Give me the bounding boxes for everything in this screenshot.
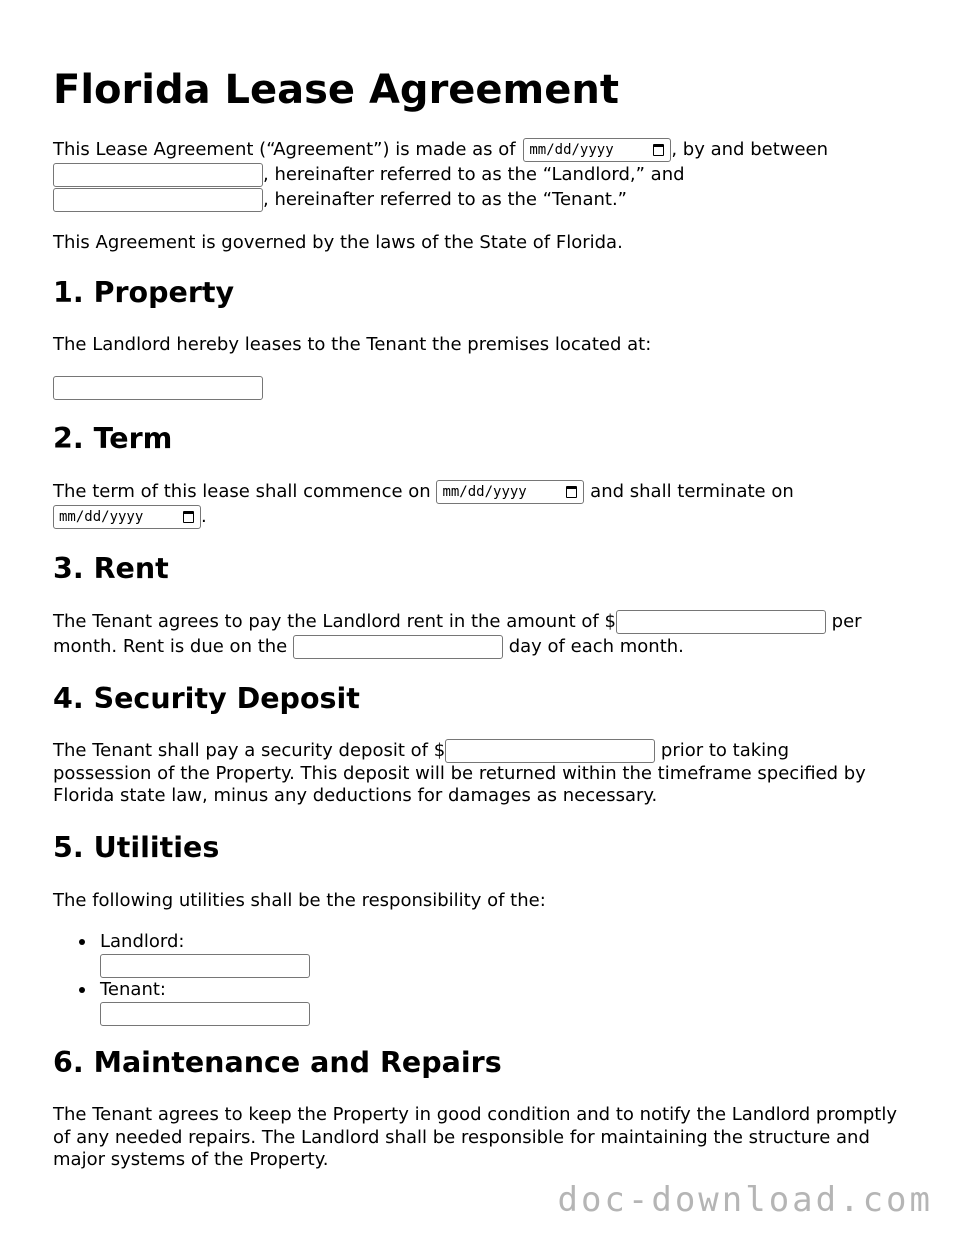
utilities-tenant-input[interactable] [100, 1002, 310, 1026]
intro-text-1: This Lease Agreement (“Agreement”) is made as of [53, 139, 516, 160]
term-text-1: The term of this lease shall commence on [53, 481, 431, 502]
calendar-icon [183, 511, 194, 523]
date-placeholder: mm/dd/yyyy [442, 484, 527, 500]
governing-law-text: This Agreement is governed by the laws of the State of Florida. [53, 232, 623, 253]
utilities-tenant-label: Tenant: [100, 979, 166, 1000]
section-deposit-heading: 4. Security Deposit [53, 682, 360, 715]
date-placeholder: mm/dd/yyyy [529, 142, 614, 158]
term-text-3: . [201, 506, 207, 527]
calendar-icon [566, 486, 577, 498]
deposit-text-2: prior to taking [660, 740, 790, 761]
section-utilities-heading: 5. Utilities [53, 831, 220, 864]
intro-paragraph [53, 138, 913, 212]
agreement-date-input[interactable] [523, 138, 671, 162]
rent-due-day-input[interactable] [293, 635, 503, 659]
tenant-name-input[interactable] [53, 188, 263, 212]
property-text: The Landlord hereby leases to the Tenant the premises located at: [53, 334, 652, 355]
rent-text-3: month. Rent is due on the [53, 636, 288, 657]
intro-text-2: , by and between [671, 139, 829, 160]
deposit-paragraph [53, 739, 913, 807]
rent-paragraph [53, 610, 913, 659]
deposit-text-3: possession of the Property. This deposit will be returned within the timeframe specified by Florida state law, minus any deductions for damages as necessary. [53, 763, 866, 806]
rent-text-1: The Tenant agrees to pay the Landlord rent in the amount of $ [53, 611, 616, 632]
utilities-list [53, 930, 310, 1026]
landlord-name-input[interactable] [53, 163, 263, 187]
section-term-heading: 2. Term [53, 422, 173, 455]
utilities-landlord-label: Landlord: [100, 931, 185, 952]
section-property-heading: 1. Property [53, 276, 235, 309]
utilities-landlord-input[interactable] [100, 954, 310, 978]
rent-text-2: per [831, 611, 862, 632]
intro-text-3: , hereinafter referred to as the “Landlord,” and [263, 164, 685, 185]
lease-start-date-input[interactable] [436, 480, 584, 504]
deposit-amount-input[interactable] [445, 739, 655, 763]
term-text-2: and shall terminate on [590, 481, 794, 502]
maintenance-text: The Tenant agrees to keep the Property in good condition and to notify the Landlord promptly of any needed repairs. The Landlord shall be responsible for maintaining the structure and major systems of the Property. [53, 1104, 898, 1170]
date-placeholder: mm/dd/yyyy [59, 509, 144, 525]
term-paragraph [53, 480, 913, 529]
property-address-input[interactable] [53, 376, 263, 400]
bullet-icon [79, 939, 85, 945]
section-rent-heading: 3. Rent [53, 552, 169, 585]
page-title: Florida Lease Agreement [53, 67, 619, 113]
section-maintenance-heading: 6. Maintenance and Repairs [53, 1046, 502, 1079]
bullet-icon [79, 987, 85, 993]
intro-text-4: , hereinafter referred to as the “Tenant.” [263, 189, 627, 210]
rent-text-4: day of each month. [508, 636, 684, 657]
rent-amount-input[interactable] [616, 610, 826, 634]
list-item [53, 978, 310, 1026]
lease-end-date-input[interactable] [53, 505, 201, 529]
watermark: doc-download.com [557, 1180, 933, 1220]
deposit-text-1: The Tenant shall pay a security deposit of $ [53, 740, 446, 761]
calendar-icon [653, 144, 664, 156]
list-item [53, 930, 310, 978]
utilities-text: The following utilities shall be the responsibility of the: [53, 890, 546, 911]
